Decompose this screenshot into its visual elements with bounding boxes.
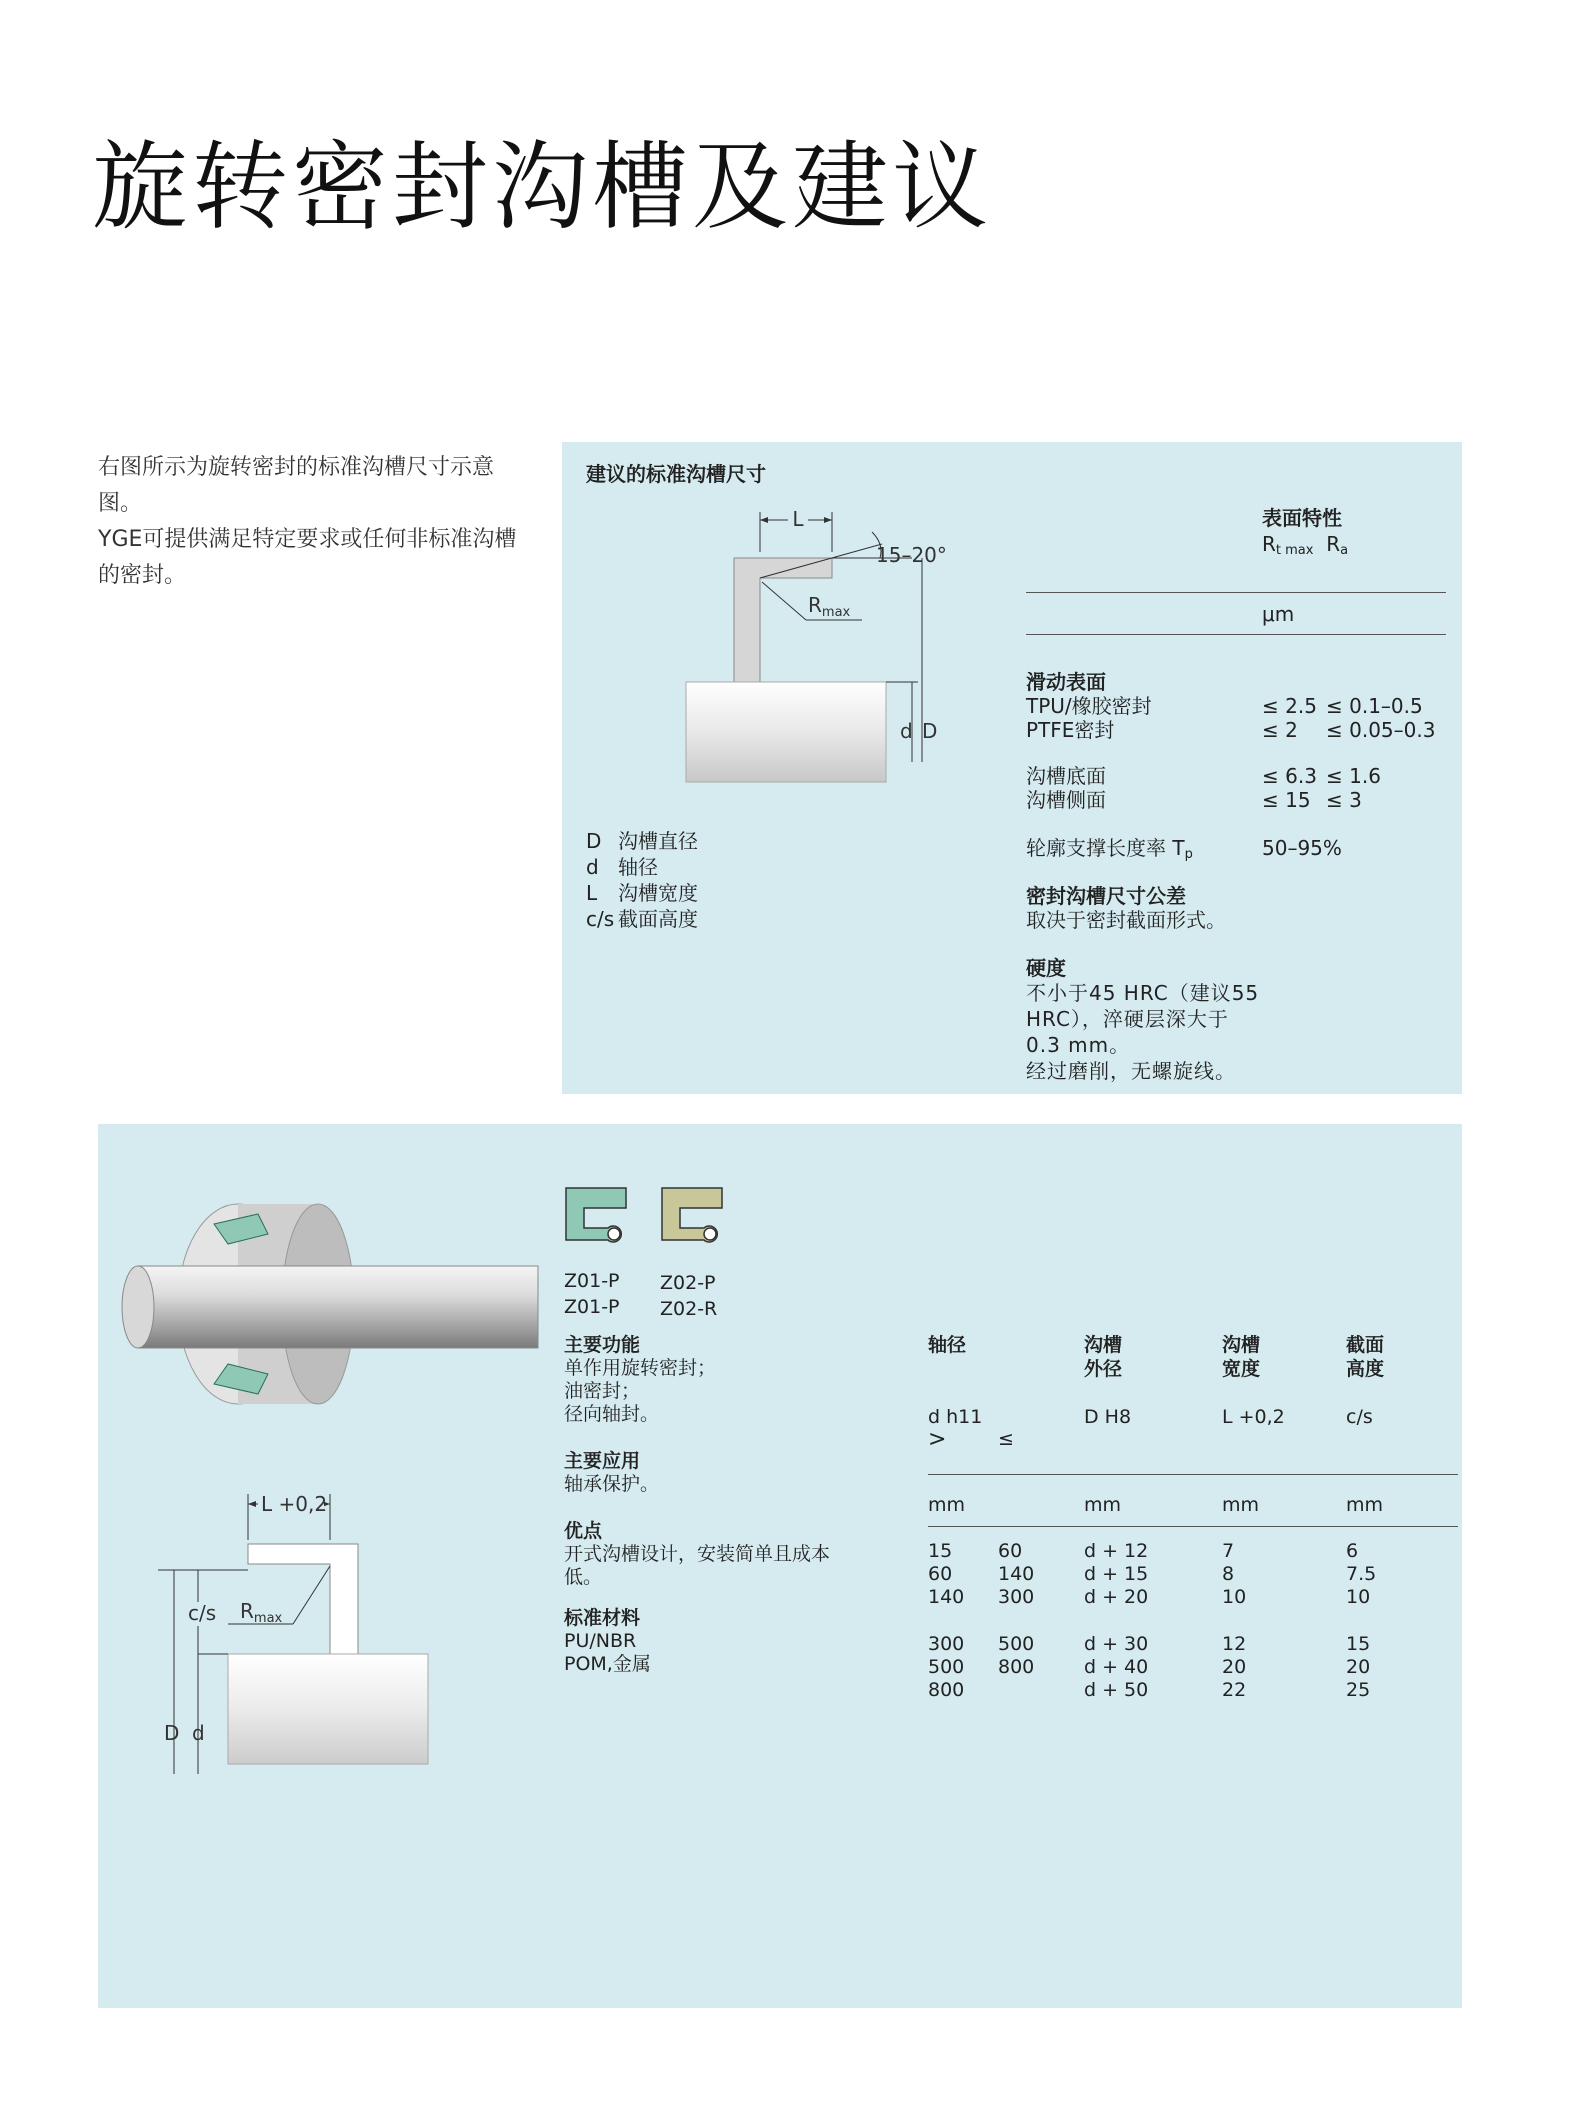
profile-codes-z01: Z01-P Z01-P	[564, 1270, 620, 1318]
product-description: 主要功能 单作用旋转密封； 油密封； 径向轴封。 主要应用 轴承保护。 优点 开式沟槽设计，安装简单且成本 低。 标准材料 PU/NBR POM,金属	[564, 1334, 894, 1676]
application-title: 主要应用	[564, 1450, 641, 1472]
surface-row: 沟槽侧面 ≤ 15 ≤ 3	[1026, 788, 1362, 812]
profile-z02-icon	[658, 1184, 728, 1250]
tolerance-title: 密封沟槽尺寸公差	[1026, 884, 1186, 908]
dim-D: D	[164, 1721, 180, 1745]
svg-text:Rmax: $R_{max}$	[240, 1599, 283, 1626]
dim-L: L	[792, 507, 804, 531]
legend-row: c/s 截面高度	[586, 907, 698, 931]
groove-drawing-bottom	[118, 1484, 418, 1784]
groove-dimension-table: 轴径 沟槽 沟槽 截面 外径 宽度 高度 d h11 D H8 L +0,2 c/s > ≤ mm mm mm mm 15 60 d + 12 7 6 60 140 d + 15 8 7.5 140 300 d + 20 10 10 300 500 d + 30 12 15 500 800 d + 40 20 20 800 d + 50 22 25	[928, 1334, 1458, 1734]
symbol-legend	[586, 828, 698, 932]
legend-row: D 沟槽直径	[586, 829, 698, 853]
intro-paragraph-1: 右图所示为旋转密封的标准沟槽尺寸示意图。	[98, 455, 495, 516]
material-title: 标准材料	[564, 1607, 641, 1629]
divider	[928, 1526, 1458, 1527]
page-title: 旋转密封沟槽及建议	[92, 131, 992, 243]
groove-recommendation-panel	[562, 442, 1462, 1094]
hardness-text: 不小于45 HRC（建议55 HRC），淬硬层深大于 0.3 mm。 经过磨削，无螺旋线。	[1026, 981, 1260, 1083]
dim-cs: c/s	[188, 1601, 217, 1625]
intro-paragraph-2: YGE可提供满足特定要求或任何非标准沟槽的密封。	[98, 527, 517, 588]
dim-d: d	[900, 719, 913, 743]
rmax-sub: max	[821, 605, 851, 620]
divider	[1026, 592, 1446, 593]
surface-row: 沟槽底面 ≤ 6.3 ≤ 1.6	[1026, 764, 1381, 788]
rmax-R: R	[808, 593, 822, 617]
legend-row: d 轴径	[586, 855, 658, 879]
function-title: 主要功能	[564, 1334, 641, 1356]
shaft	[138, 1266, 538, 1348]
product-panel	[98, 1124, 1462, 2008]
unit-label: μm	[1262, 602, 1295, 626]
shaft	[228, 1654, 428, 1764]
surface-row: TPU/橡胶密封 ≤ 2.5 ≤ 0.1–0.5	[1026, 694, 1423, 718]
dim-D: D	[922, 719, 938, 743]
intro-text	[98, 450, 528, 594]
surface-header: 表面特性	[1262, 506, 1342, 530]
dim-d: d	[192, 1721, 205, 1745]
tolerance-text: 取决于密封截面形式。	[1026, 908, 1226, 932]
svg-text:Rmax	[808, 593, 851, 620]
divider	[928, 1474, 1458, 1475]
sliding-title: 滑动表面	[1026, 670, 1106, 694]
divider	[1026, 634, 1446, 635]
advantage-title: 优点	[564, 1520, 603, 1542]
profile-z01-icon	[562, 1184, 632, 1250]
hardness-title: 硬度	[1026, 956, 1066, 980]
panel-heading: 建议的标准沟槽尺寸	[586, 462, 766, 486]
profile-codes-z02: Z02-P Z02-R	[660, 1272, 718, 1320]
bearing-ratio-row: 轮廓支撑长度率 $T_p$ 50–95%	[1026, 836, 1342, 862]
seal-3d-illustration	[118, 1194, 538, 1424]
roughness-params: $R_{t max}$ $R_a$	[1262, 532, 1349, 558]
surface-row: PTFE密封 ≤ 2 ≤ 0.05–0.3	[1026, 718, 1436, 742]
dim-angle: 15–20°	[876, 543, 947, 567]
shaft	[686, 682, 886, 782]
surface-table	[1026, 670, 1456, 1084]
dim-L-tol: L +0,2	[261, 1492, 328, 1516]
groove-drawing	[622, 502, 947, 762]
legend-row: L 沟槽宽度	[586, 881, 698, 905]
